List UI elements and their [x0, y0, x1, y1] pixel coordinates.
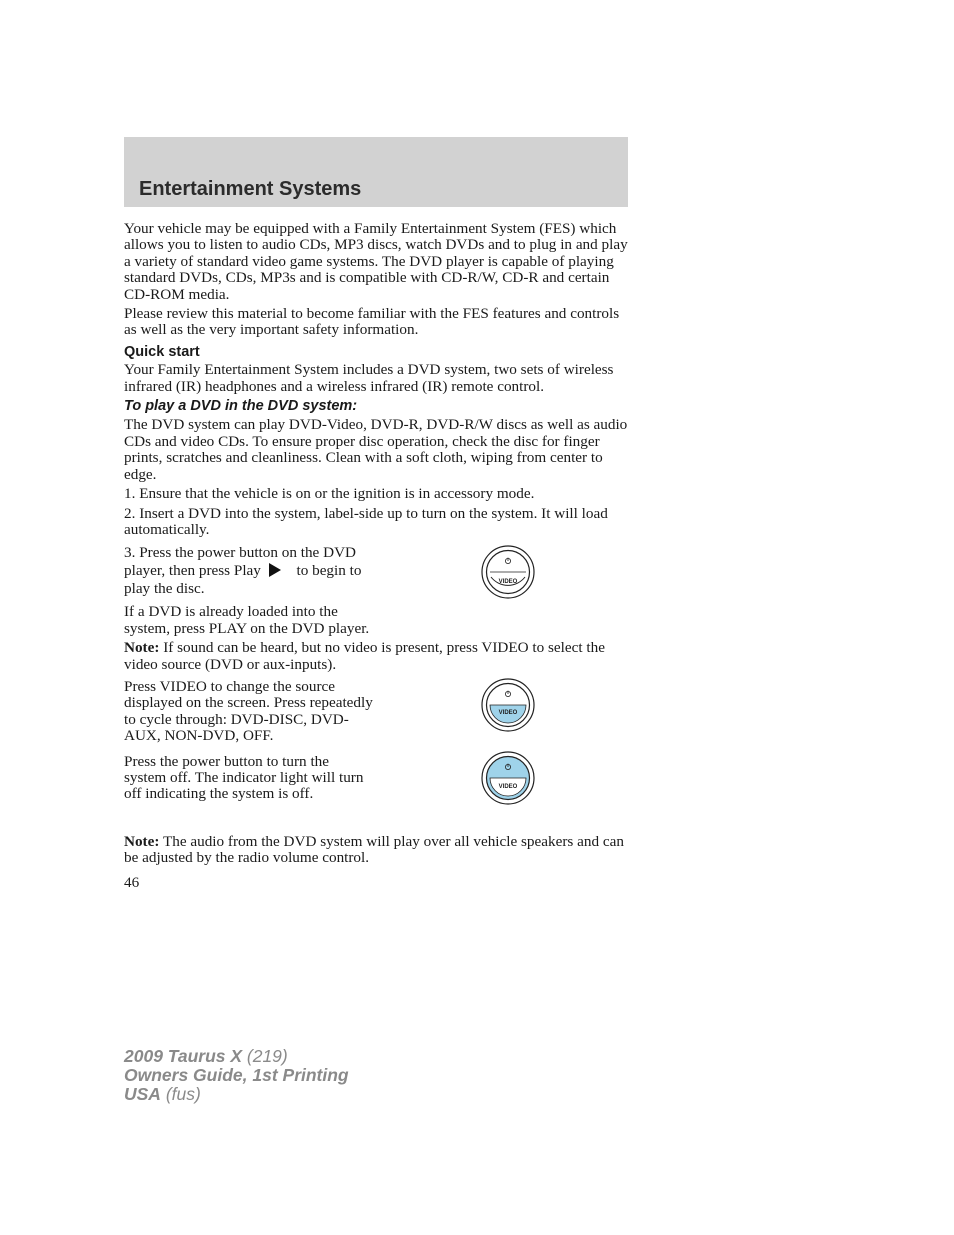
- play-dvd-heading: To play a DVD in the DVD system:: [124, 398, 358, 415]
- footer-region-code: (fus): [160, 1084, 201, 1104]
- video-text: Press VIDEO to change the source displayed on the screen. Press repeatedly to cycle through: DVD-DISC, DVD-AUX, NON-DVD, OFF.: [124, 677, 373, 745]
- footer-line-2: [124, 1066, 349, 1085]
- intro-paragraph-1: Your vehicle may be equipped with a Family Entertainment System (FES) which allows you to listen to audio CDs, MP3 discs, watch DVDs and to plug in and play a variety of standard video game systems. The DVD player is capable of playing standard DVDs, CDs, MP3s and is compatible with CD-R/W, CD-R and certain CD-ROM media.: [124, 220, 628, 303]
- dvd-capability-text: The DVD system can play DVD-Video, DVD-R, DVD-R/W discs as well as audio CDs and video CDs. To ensure proper disc operation, check the disc for finger prints, scratches and cleanliness. Clean with a soft cloth, wiping from center to edge.: [124, 416, 628, 483]
- section-header-band: [124, 137, 628, 207]
- intro-paragraph-2: Please review this material to become familiar with the FES features and controls as well as the very important safety information.: [124, 305, 620, 339]
- note-1-label: Note:: [124, 639, 160, 657]
- dvd-power-button-icon: [480, 544, 536, 600]
- power-off-row: [124, 754, 629, 806]
- note-2-text: The audio from the DVD system will play over all vehicle speakers and can be adjusted by the radio volume control.: [124, 832, 624, 867]
- video-label-2: VIDEO: [498, 709, 518, 716]
- note-1-text: If sound can be heard, but no video is present, press VIDEO to select the video source (DVD or aux-inputs).: [124, 639, 605, 673]
- footer: [124, 1047, 349, 1104]
- video-button-icon: [480, 677, 536, 733]
- note-2: [124, 834, 629, 867]
- video-row: [124, 679, 629, 748]
- step-3-text-b: to begin to play the disc.: [124, 562, 362, 598]
- step-1: 1. Ensure that the vehicle is on or the ignition is in accessory mode.: [124, 485, 535, 503]
- video-label-1: VIDEO: [498, 579, 518, 586]
- footer-model-code: (219): [242, 1046, 288, 1066]
- footer-line-3: [124, 1085, 349, 1104]
- play-icon: [269, 563, 281, 577]
- already-loaded-text: If a DVD is already loaded into the system, press PLAY on the DVD player.: [124, 603, 370, 637]
- step-2: 2. Insert a DVD into the system, label-side up to turn on the system. It will load automatically.: [124, 504, 608, 538]
- note-1: [124, 640, 629, 673]
- footer-guide: Owners Guide, 1st Printing: [124, 1065, 349, 1085]
- step-3-text-a: 3. Press the power button on the DVD player, then press Play: [124, 544, 357, 580]
- footer-region: USA: [124, 1084, 161, 1104]
- footer-model: 2009 Taurus X: [124, 1046, 243, 1066]
- quick-start-text: Your Family Entertainment System includes a DVD system, two sets of wireless infrared (IR) headphones and a wireless infrared (IR) remote control.: [124, 361, 614, 395]
- note-2-label: Note:: [124, 832, 160, 850]
- power-off-text: Press the power button to turn the system off. The indicator light will turn off indicating the system is off.: [124, 752, 364, 803]
- power-button-icon: [480, 750, 536, 806]
- page-content: [124, 221, 629, 891]
- step-3-row: [124, 544, 629, 640]
- page-number: 46: [124, 873, 140, 891]
- video-label-3: VIDEO: [498, 783, 518, 790]
- quick-start-heading: Quick start: [124, 343, 200, 360]
- footer-line-1: [124, 1047, 349, 1066]
- section-title: Entertainment Systems: [139, 178, 362, 200]
- step-3: [124, 544, 374, 598]
